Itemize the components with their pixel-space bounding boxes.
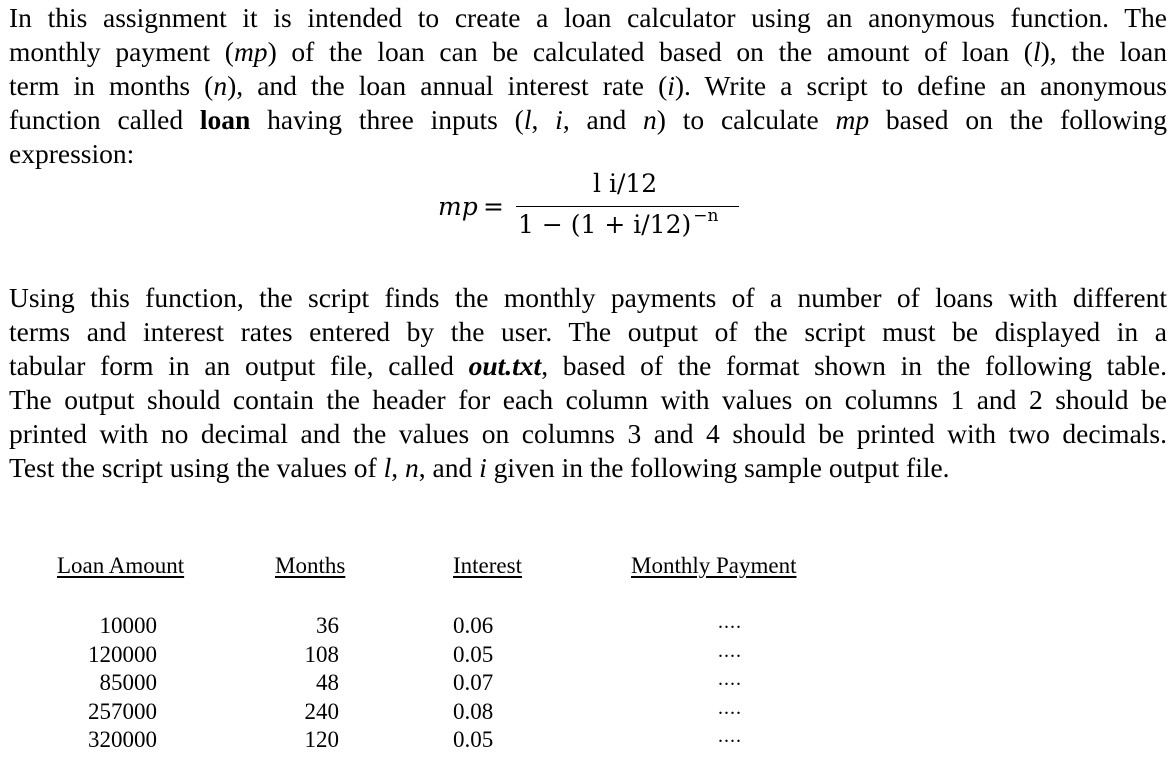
text-run: n (643, 104, 657, 135)
payment-cell: .... (718, 611, 742, 633)
text-run: i (667, 70, 675, 101)
formula-exponent: −n (693, 206, 719, 226)
instr-line-2 (9, 315, 1167, 349)
interest-cell: 0.05 (453, 727, 494, 752)
text-run: printed with no decimal and the values on columns 3 and 4 should be printed with two decimals. (9, 418, 1167, 449)
text-run: i (479, 452, 487, 483)
header-interest: Interest (453, 553, 522, 578)
monthly-payment-column (718, 608, 758, 751)
text-run: ), and the loan annual interest rate ( (227, 70, 668, 101)
formula-denominator-wrap (518, 206, 719, 239)
text-run: function called (9, 104, 200, 135)
text-run: Test the script using the values of (9, 452, 384, 483)
loan-amount-cell: 120000 (88, 641, 157, 667)
formula-denominator: 1 − (1 + i/12) (518, 210, 692, 239)
text-run: n (404, 452, 419, 483)
text-run: l (523, 104, 532, 135)
text-run: loan (199, 104, 251, 135)
text-run: The output should contain the header for each column with values on columns 1 and 2 should be (9, 384, 1167, 415)
instructions-paragraph (9, 281, 1167, 485)
text-run: In this assignment it is intended to create a loan calculator using an anonymous function. The (9, 2, 1167, 33)
text-run: out.txt (468, 350, 542, 381)
header-loan-amount: Loan Amount (57, 553, 185, 578)
text-run: tabular form in an output file, called (9, 350, 469, 381)
instr-line-5 (9, 417, 1167, 451)
text-run: , and (562, 104, 644, 135)
text-run: terms and interest rates entered by the user. The output of the script must be displayed in a (9, 316, 1167, 347)
months-cell: 120 (304, 727, 339, 752)
intro-line-2 (9, 35, 1167, 69)
text-run: , (391, 452, 405, 483)
loan-amount-cell: 85000 (99, 670, 157, 695)
intro-line-4 (9, 103, 1167, 137)
interest-column (453, 612, 533, 755)
interest-cell: 0.07 (453, 670, 494, 695)
loan-amount-cell: 257000 (88, 698, 157, 724)
text-run: monthly payment ( (9, 36, 234, 67)
months-cell: 36 (316, 613, 339, 638)
intro-line-3 (9, 69, 1167, 103)
loan-amount-cell: 320000 (88, 727, 157, 752)
text-run: expression: (9, 138, 135, 169)
text-run: Using this function, the script finds the monthly payments of a number of loans with different (9, 282, 1167, 313)
instr-line-3 (9, 349, 1167, 383)
intro-paragraph (9, 1, 1167, 171)
text-run: ) of the loan can be calculated based on the amount of loan ( (267, 36, 1033, 67)
loan-amount-column (60, 612, 157, 755)
text-run: i (555, 104, 563, 135)
header-monthly-payment: Monthly Payment (631, 553, 797, 578)
loan-amount-cell: 10000 (99, 613, 157, 638)
payment-cell: .... (718, 668, 742, 690)
formula-lhs: mp (438, 192, 478, 221)
interest-cell: 0.08 (453, 698, 494, 724)
instr-line-6 (9, 451, 1167, 485)
interest-cell: 0.06 (453, 613, 494, 638)
text-run: given in the following sample output file. (486, 452, 950, 483)
payment-cell: .... (718, 725, 742, 747)
months-cell: 48 (316, 670, 339, 695)
text-run: ), the loan (1040, 36, 1167, 67)
text-run: ) to calculate (656, 104, 836, 135)
text-run: l (1032, 36, 1041, 67)
text-run: ). Write a script to define an anonymous (674, 70, 1167, 101)
instr-line-4 (9, 383, 1167, 417)
text-run: , and (418, 452, 480, 483)
months-cell: 108 (304, 641, 339, 667)
text-run: l (383, 452, 392, 483)
text-run: term in months ( (9, 70, 214, 101)
intro-line-1 (9, 1, 1167, 35)
interest-cell: 0.05 (453, 641, 494, 667)
text-run: n (213, 70, 228, 101)
formula-equals: = (483, 192, 504, 221)
header-months: Months (275, 553, 346, 578)
text-run: , (531, 104, 556, 135)
text-run: based on the following (869, 104, 1168, 135)
text-run: having three inputs ( (250, 104, 524, 135)
payment-cell: .... (718, 696, 742, 719)
months-column (280, 612, 339, 755)
text-run: , based of the format shown in the following table. (541, 350, 1167, 381)
intro-line-5 (9, 137, 1167, 171)
text-run: mp (233, 36, 268, 67)
text-run: mp (835, 104, 870, 135)
months-cell: 240 (304, 698, 339, 724)
payment-cell: .... (718, 639, 742, 662)
instr-line-1 (9, 281, 1167, 315)
formula-numerator: l i/12 (593, 169, 658, 198)
